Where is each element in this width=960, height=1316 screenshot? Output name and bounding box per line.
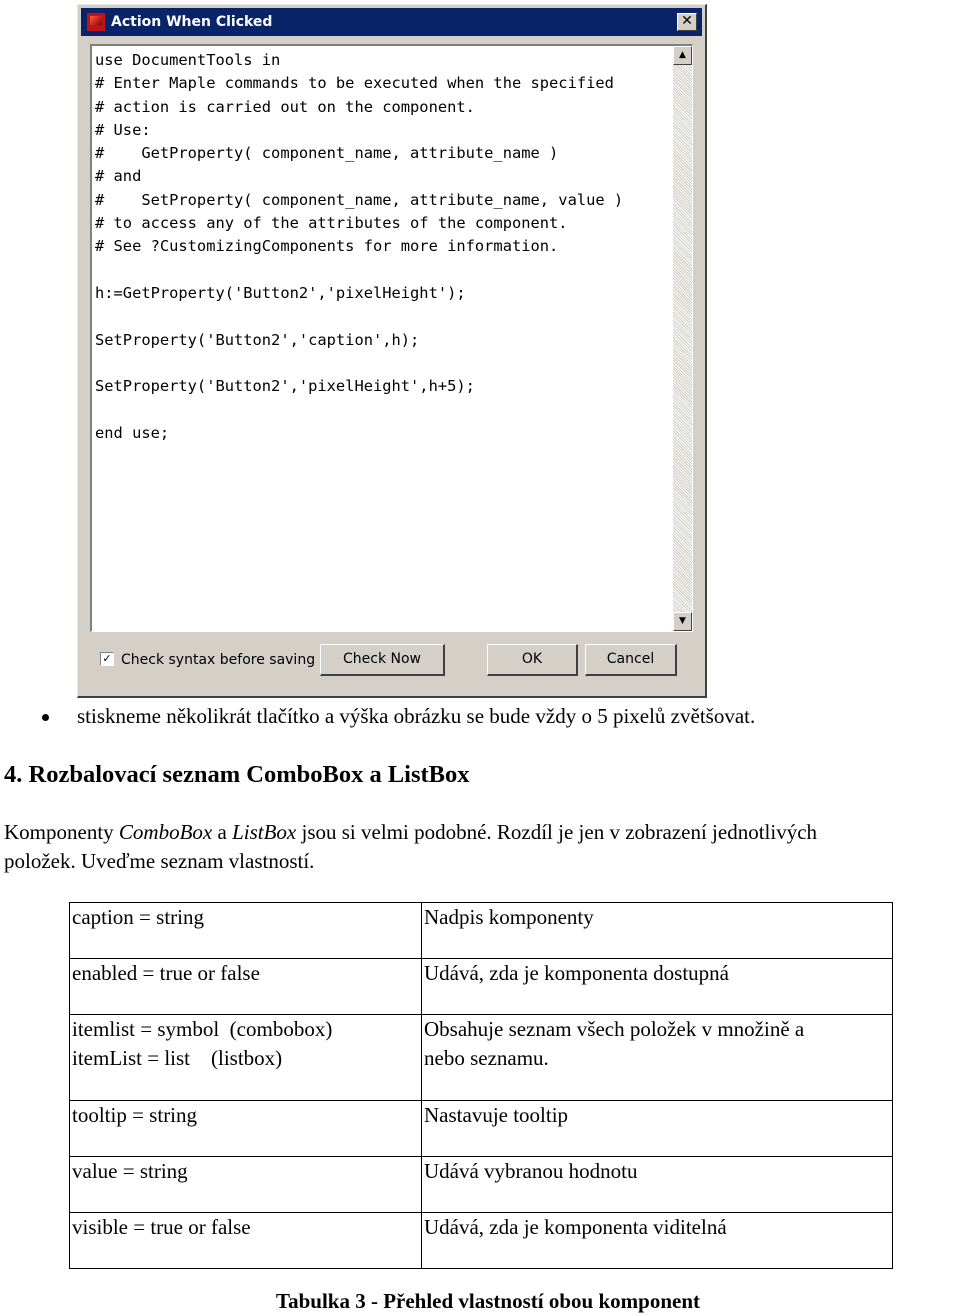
table-row [70, 1213, 893, 1269]
description-cell-text: Udává vybranou hodnotu [424, 1159, 638, 1183]
combobox-term: ComboBox [118, 820, 213, 844]
property-cell-text: itemList = list (listbox) [72, 1045, 283, 1070]
check-syntax-checkbox[interactable]: ✓ [100, 652, 114, 666]
dialog-title: Action When Clicked [111, 14, 273, 30]
property-cell-text: enabled = true or false [72, 961, 260, 985]
check-now-button[interactable]: Check Now [320, 644, 445, 676]
description-cell-text: Nastavuje tooltip [424, 1103, 569, 1127]
dialog-titlebar[interactable] [81, 8, 702, 36]
description-cell-text: Obsahuje seznam všech položek v množině a [424, 1017, 805, 1041]
property-cell [70, 959, 422, 1015]
description-cell [422, 959, 893, 1015]
bullet-text: stiskneme několikrát tlačítko a výška obrázku se bude vždy o 5 pixelů zvětšovat. [77, 704, 756, 728]
description-cell [422, 1213, 893, 1269]
intro-paragraph [4, 818, 960, 875]
vertical-scrollbar[interactable] [673, 46, 692, 631]
table-caption: Tabulka 3 - Přehled vlastností obou komponent [276, 1289, 700, 1313]
description-cell [422, 903, 893, 959]
property-cell-text: itemlist = symbol (combobox) [72, 1017, 333, 1041]
description-cell-text: nebo seznamu. [424, 1045, 549, 1070]
description-cell [422, 1157, 893, 1213]
property-cell-text: visible = true or false [72, 1215, 251, 1239]
property-cell [70, 1101, 422, 1157]
table-row [70, 1015, 893, 1101]
table-row [70, 959, 893, 1015]
paragraph-text: Komponenty [4, 820, 119, 844]
bullet-icon [42, 714, 49, 721]
listbox-term: ListBox [232, 820, 297, 844]
code-editor[interactable] [90, 44, 693, 632]
description-cell-text: Nadpis komponenty [424, 905, 594, 929]
description-cell [422, 1101, 893, 1157]
paragraph-line-1 [4, 818, 960, 847]
table-row [70, 903, 893, 959]
check-syntax-label[interactable]: Check syntax before saving [121, 652, 316, 668]
description-cell-text: Udává, zda je komponenta dostupná [424, 961, 729, 985]
code-text[interactable]: use DocumentTools in # Enter Maple commands to be executed when the specified # action is carried out on the component. # Use: # GetProperty( component_name, attribute_name ) # and # SetProperty( component_name, attribute_name, value ) # to access any of the attributes of the component. # See ?CustomizingComponents for more information. h:=GetProperty('Button2','pixelHeight'); SetProperty('Button2','caption',h); SetProperty('Button2','pixelHeight',h+5); end use; [95, 51, 624, 442]
action-when-clicked-dialog [77, 4, 707, 698]
property-cell [70, 1157, 422, 1213]
property-cell [70, 1015, 422, 1101]
paragraph-text: a [212, 820, 233, 844]
scroll-up-icon[interactable]: ▲ [673, 46, 692, 65]
ok-button[interactable]: OK [487, 644, 578, 676]
section-heading: 4. Rozbalovací seznam ComboBox a ListBox [4, 761, 470, 788]
property-cell-text: caption = string [72, 905, 204, 929]
maple-app-icon [87, 13, 105, 31]
property-cell-text: value = string [72, 1159, 188, 1183]
property-cell [70, 903, 422, 959]
property-cell [70, 1213, 422, 1269]
paragraph-line-2: položek. Uveďme seznam vlastností. [4, 848, 315, 873]
table-row [70, 1101, 893, 1157]
properties-table [69, 902, 893, 1269]
description-cell-text: Udává, zda je komponenta viditelná [424, 1215, 727, 1239]
close-icon[interactable]: ✕ [677, 13, 697, 31]
property-cell-text: tooltip = string [72, 1103, 198, 1127]
scroll-down-icon[interactable]: ▼ [673, 612, 692, 631]
paragraph-text: jsou si velmi podobné. Rozdíl je jen v zobrazení jednotlivých [296, 820, 818, 844]
cancel-button[interactable]: Cancel [585, 644, 677, 676]
description-cell [422, 1015, 893, 1101]
table-row [70, 1157, 893, 1213]
